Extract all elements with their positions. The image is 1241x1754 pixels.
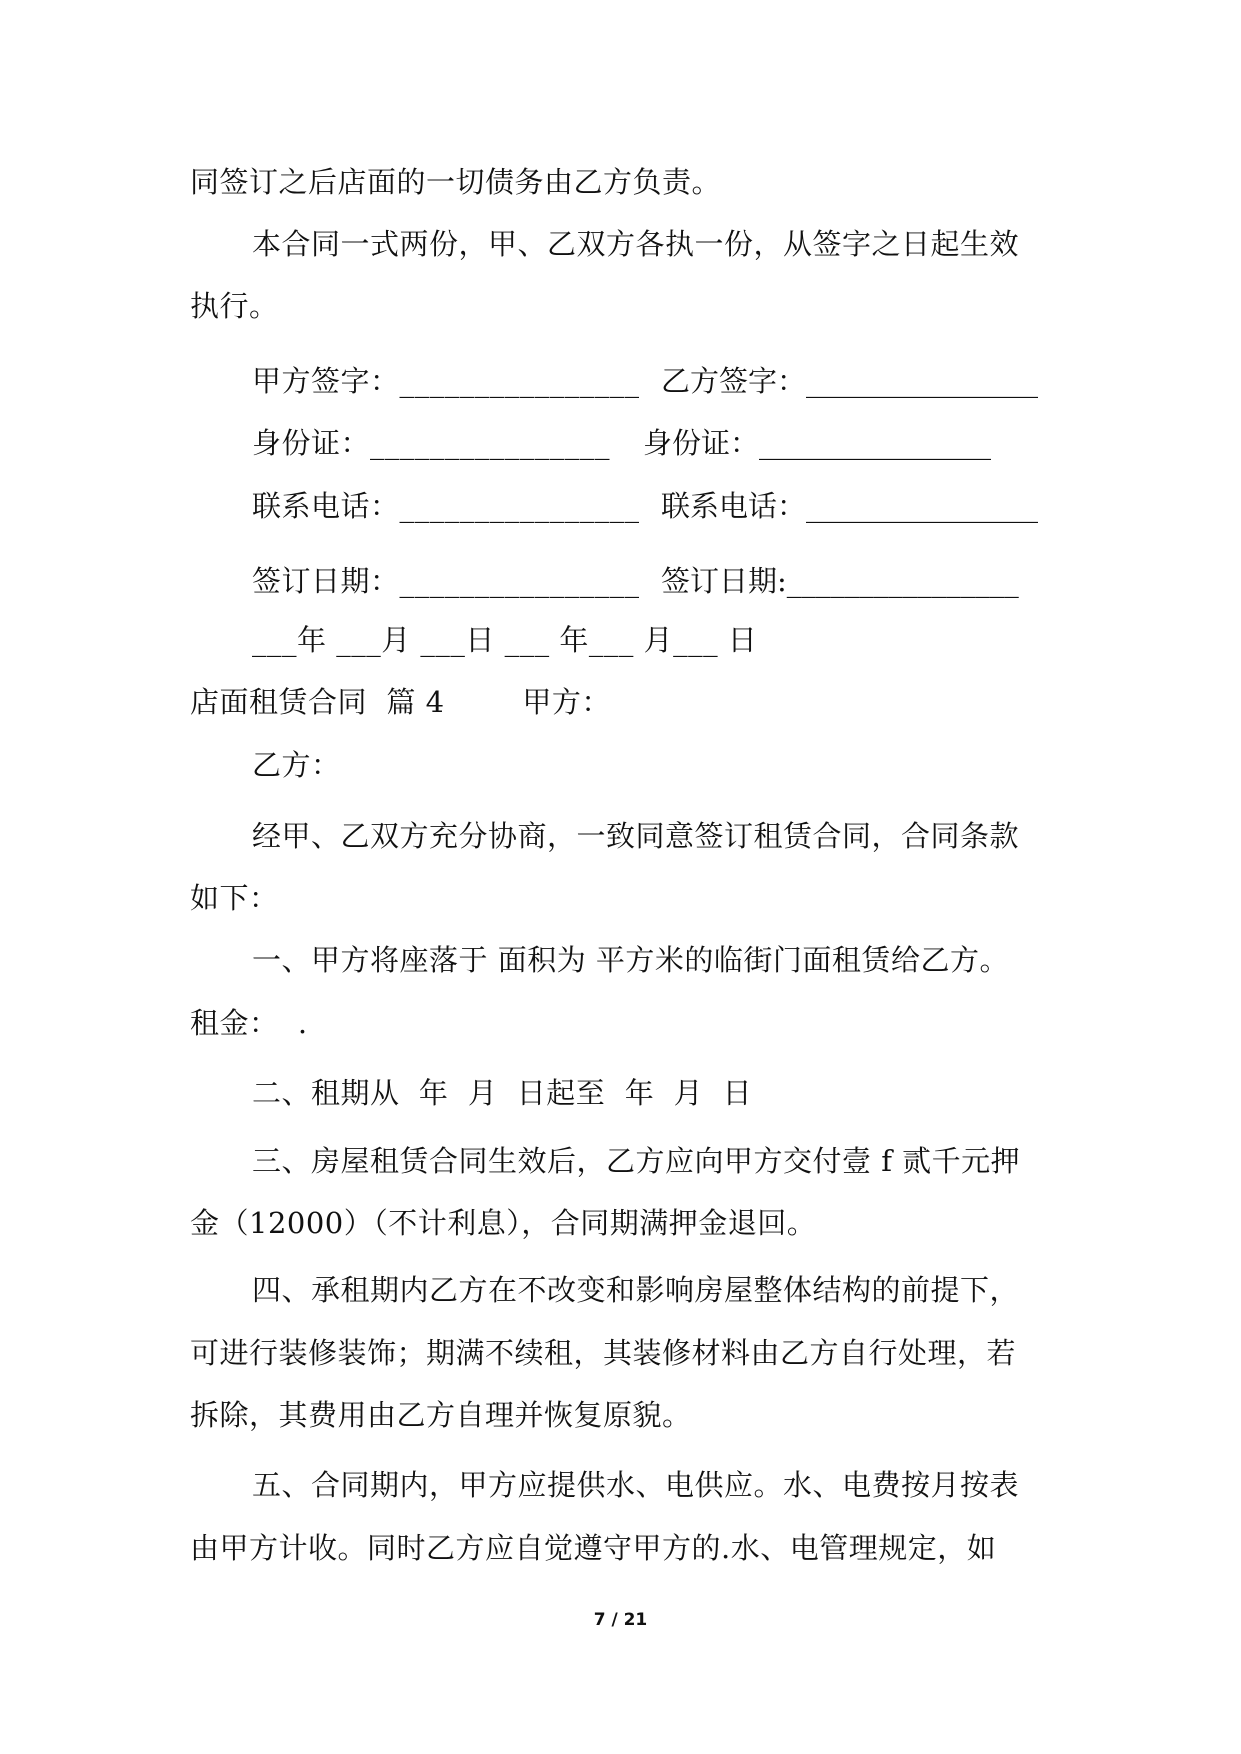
paragraph-line: 执行。 [190,289,279,323]
phone-party-b: 联系电话：________________ [661,489,1039,523]
signature-party-b: 乙方签字：________________ [661,364,1039,398]
page-number: 7 / 21 [593,1610,648,1630]
paragraph-line: 四、承租期内乙方在不改变和影响房屋整体结构的前提下， [252,1273,1020,1307]
id-party-b: 身份证：________________ [643,426,992,460]
phone-party-a: 联系电话：________________ [252,489,640,523]
paragraph-line: 一、甲方将座落于 面积为 平方米的临街门面租赁给乙方。 [252,943,1009,977]
date-blanks: ___年 ___月 ___日 ___ 年___ 月___ 日 [252,623,758,657]
paragraph-line: 三、房屋租赁合同生效后，乙方应向甲方交付壹 f 贰千元押 [252,1144,1021,1178]
paragraph-line: 同签订之后店面的一切债务由乙方负责。 [190,165,722,199]
paragraph-line: 如下： [190,881,279,915]
date-party-b: 签订日期:________________ [661,564,1019,598]
paragraph-line: 本合同一式两份，甲、乙双方各执一份，从签字之日起生效 [252,227,1020,261]
signature-party-a: 甲方签字：________________ [252,364,640,398]
paragraph-line: 可进行装修装饰；期满不续租，其装修材料由乙方自行处理，若 [190,1336,1017,1370]
paragraph-line: 五、合同期内，甲方应提供水、电供应。水、电费按月按表 [252,1468,1020,1502]
date-party-a: 签订日期：________________ [252,564,640,598]
paragraph-line: 金（12000）（不计利息），合同期满押金退回。 [190,1206,817,1240]
section-heading: 店面租赁合同 篇 4 甲方： [190,685,611,719]
paragraph-line: 拆除，其费用由乙方自理并恢复原貌。 [190,1398,692,1432]
paragraph-line: 租金： . [190,1006,308,1040]
paragraph-line: 乙方： [252,748,341,782]
paragraph-line: 由甲方计收。同时乙方应自觉遵守甲方的.水、电管理规定，如 [190,1531,997,1565]
paragraph-line: 经甲、乙双方充分协商，一致同意签订租赁合同，合同条款 [252,819,1020,853]
id-party-a: 身份证：________________ [252,426,611,460]
paragraph-line: 二、租期从 年 月 日起至 年 月 日 [252,1076,753,1110]
